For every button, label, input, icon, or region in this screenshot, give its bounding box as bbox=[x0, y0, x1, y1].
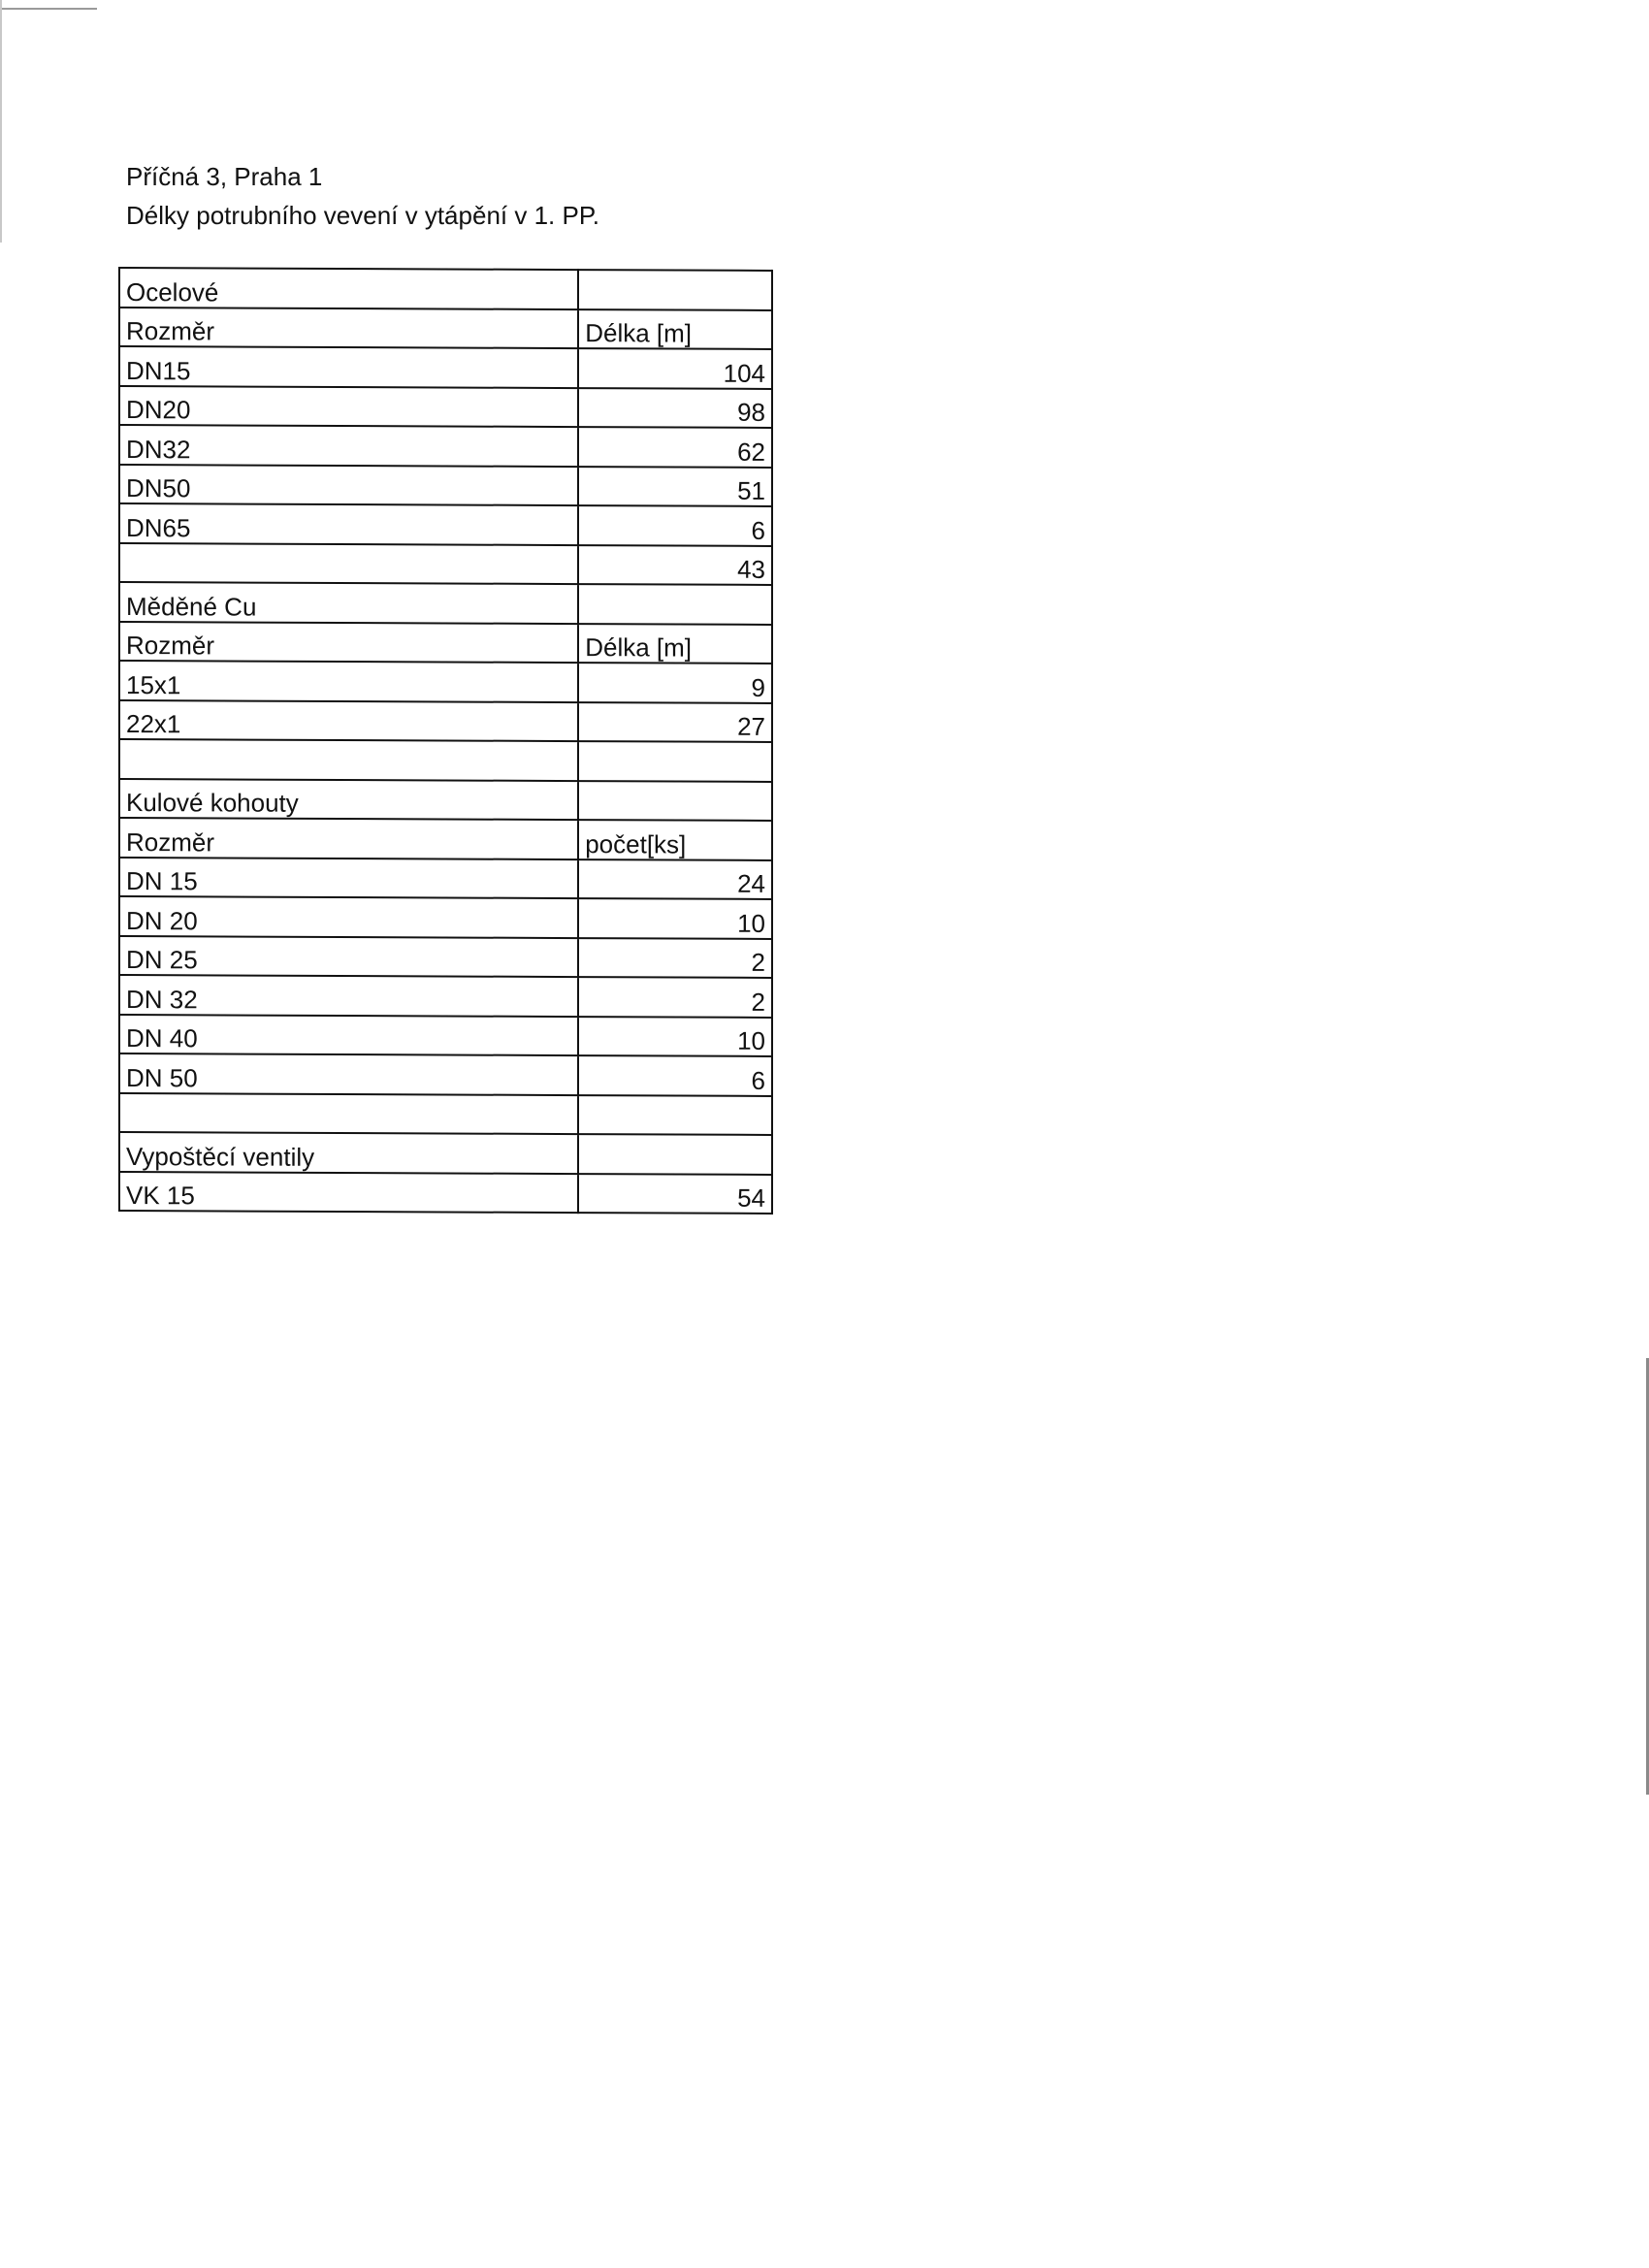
table-row bbox=[119, 386, 772, 428]
table-row bbox=[119, 700, 772, 742]
table-row bbox=[119, 1053, 772, 1095]
row-label bbox=[119, 739, 578, 781]
table-row bbox=[119, 818, 772, 859]
row-label: DN15 bbox=[119, 346, 578, 388]
row-label bbox=[119, 543, 578, 585]
row-value: 27 bbox=[578, 702, 772, 742]
document-header bbox=[126, 157, 599, 235]
table-row bbox=[119, 582, 772, 624]
row-value: 2 bbox=[578, 938, 772, 978]
row-value: 9 bbox=[578, 663, 772, 702]
row-label bbox=[119, 1093, 578, 1135]
row-value: 2 bbox=[578, 977, 772, 1017]
table-row bbox=[119, 779, 772, 821]
row-label: Vypoštěcí ventily bbox=[119, 1132, 578, 1174]
row-value bbox=[578, 584, 772, 624]
table-row bbox=[119, 308, 772, 349]
row-label: Rozměr bbox=[119, 818, 578, 859]
row-label: VK 15 bbox=[119, 1172, 578, 1214]
row-label: 22x1 bbox=[119, 700, 578, 742]
row-label: DN65 bbox=[119, 503, 578, 545]
row-label: DN 50 bbox=[119, 1053, 578, 1095]
row-label: DN 20 bbox=[119, 896, 578, 938]
table-row bbox=[119, 622, 772, 664]
address-line: Příčná 3, Praha 1 bbox=[126, 162, 323, 191]
table-row bbox=[119, 1093, 772, 1135]
row-label: DN32 bbox=[119, 425, 578, 467]
scan-edge-mark bbox=[0, 0, 2, 243]
table-row bbox=[119, 661, 772, 702]
table-row bbox=[119, 858, 772, 899]
row-label: DN 40 bbox=[119, 1015, 578, 1056]
row-value: 10 bbox=[578, 1017, 772, 1056]
row-value bbox=[578, 1134, 772, 1174]
row-label: DN 25 bbox=[119, 936, 578, 978]
row-value: 24 bbox=[578, 859, 772, 899]
row-value bbox=[578, 781, 772, 821]
table-row bbox=[119, 425, 772, 467]
table-row bbox=[119, 1172, 772, 1214]
table-body bbox=[119, 268, 772, 1214]
table-row bbox=[119, 896, 772, 938]
table-row bbox=[119, 503, 772, 545]
table-row bbox=[119, 739, 772, 781]
row-value: 6 bbox=[578, 1055, 772, 1095]
row-label: Měděné Cu bbox=[119, 582, 578, 624]
row-label: DN 15 bbox=[119, 858, 578, 899]
table-row bbox=[119, 975, 772, 1017]
row-value: počet[ks] bbox=[578, 820, 772, 859]
row-value: 54 bbox=[578, 1174, 772, 1214]
row-value: Délka [m] bbox=[578, 309, 772, 349]
pipe-length-table bbox=[118, 267, 773, 1215]
table-row bbox=[119, 936, 772, 978]
row-value: Délka [m] bbox=[578, 624, 772, 664]
row-value: 104 bbox=[578, 348, 772, 388]
row-value bbox=[578, 270, 772, 309]
table-row bbox=[119, 543, 772, 585]
scan-edge-mark bbox=[0, 8, 97, 10]
row-label: DN 32 bbox=[119, 975, 578, 1017]
table-row bbox=[119, 268, 772, 309]
table-row bbox=[119, 1132, 772, 1174]
row-label: Rozměr bbox=[119, 622, 578, 664]
row-label: DN50 bbox=[119, 465, 578, 506]
row-value: 62 bbox=[578, 427, 772, 467]
document-title: Délky potrubního vevení v ytápění v 1. PP. bbox=[126, 201, 600, 230]
row-label: Kulové kohouty bbox=[119, 779, 578, 821]
row-value bbox=[578, 741, 772, 781]
row-value: 51 bbox=[578, 467, 772, 506]
table-row bbox=[119, 346, 772, 388]
table-row bbox=[119, 1015, 772, 1056]
row-value: 98 bbox=[578, 388, 772, 428]
row-value: 43 bbox=[578, 545, 772, 585]
row-value: 6 bbox=[578, 505, 772, 545]
row-label: 15x1 bbox=[119, 661, 578, 702]
row-label: Rozměr bbox=[119, 308, 578, 349]
table-row bbox=[119, 465, 772, 506]
row-label: DN20 bbox=[119, 386, 578, 428]
row-value: 10 bbox=[578, 898, 772, 938]
row-value bbox=[578, 1095, 772, 1135]
row-label: Ocelové bbox=[119, 268, 578, 309]
